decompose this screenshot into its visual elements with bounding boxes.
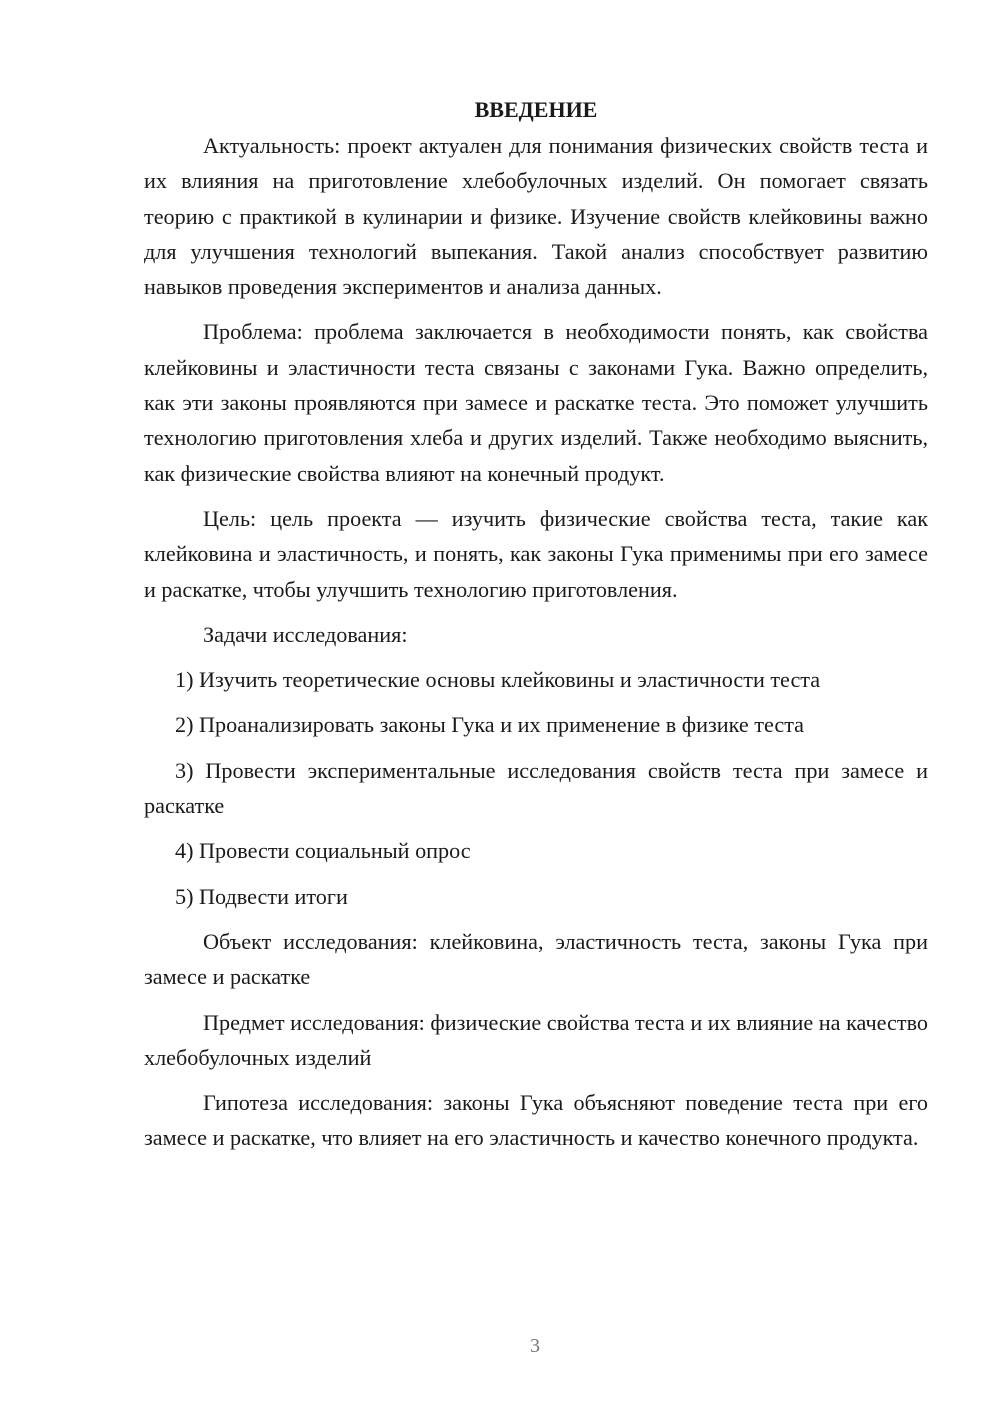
task-text: Провести экспериментальные исследования свойств теста при замесе и раскатке [144, 757, 929, 819]
object-paragraph: Объект исследования: клейковина, эластичность теста, законы Гука при замесе и раскатке [144, 928, 928, 990]
page-number: 3 [530, 1335, 540, 1357]
task-item-3 [144, 753, 928, 824]
task-number: 2) [175, 712, 194, 738]
task-text: Изучить теоретические основы клейковины и эластичности теста [199, 667, 821, 693]
task-number: 5) [175, 883, 194, 909]
subject-paragraph: Предмет исследования: физические свойства теста и их влияние на качество хлебобулочных изделий [144, 1009, 928, 1070]
task-item-4 [144, 833, 928, 868]
task-item-5 [144, 879, 928, 914]
task-text: Проанализировать законы Гука и их применение в физике теста [199, 712, 805, 738]
task-number: 1) [175, 667, 194, 693]
tasks-heading: Задачи исследования: [203, 621, 408, 647]
task-text: Провести социальный опрос [199, 838, 471, 864]
task-item-2 [144, 707, 928, 742]
task-number: 3) [175, 757, 194, 783]
task-text: Подвести итоги [199, 883, 348, 909]
task-item-1 [144, 662, 928, 697]
task-number: 4) [175, 838, 194, 864]
page-content [144, 92, 928, 1166]
page-title: ВВЕДЕНИЕ [474, 97, 598, 122]
problem-paragraph: Проблема: проблема заключается в необходимости понять, как свойства клейковины и эластичности теста связаны с законами Гука. Важно определить, как эти законы проявляются при замесе и раскатке теста. Это поможет улучшить технологию приготовления хлеба и других изделий. Также необходимо выяснить, как физические свойства влияют на конечный продукт. [144, 319, 928, 486]
hypothesis-paragraph: Гипотеза исследования: законы Гука объясняют поведение теста при его замесе и раскатке, что влияет на его эластичность и качество конечного продукта. [144, 1090, 928, 1151]
relevance-paragraph: Актуальность: проект актуален для понимания физических свойств теста и их влияния на приготовление хлебобулочных изделий. Он помогает связать теорию с практикой в кулинарии и физике. Изучение свойств клейковины важно для улучшения технологий выпекания. Такой анализ способствует развитию навыков проведения экспериментов и анализа данных. [144, 133, 928, 300]
goal-paragraph: Цель: цель проекта — изучить физические свойства теста, такие как клейковина и эластичность, и понять, как законы Гука применимы при его замесе и раскатке, чтобы улучшить технологию приготовления. [144, 505, 928, 602]
